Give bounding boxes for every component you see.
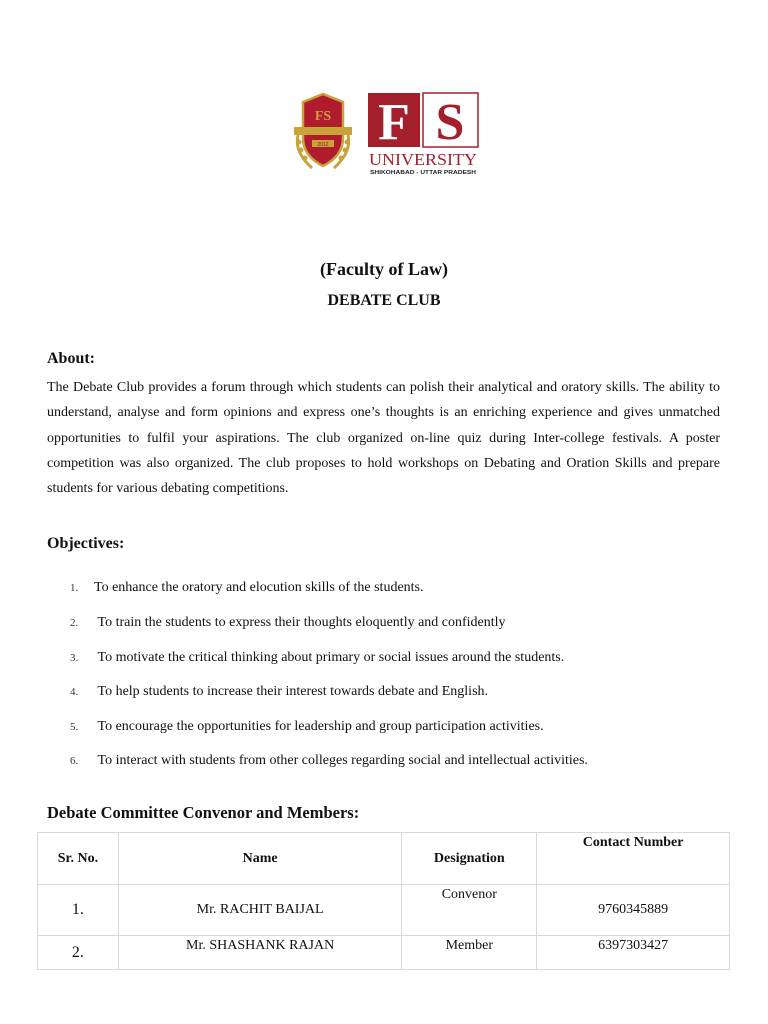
faculty-title: (Faculty of Law): [320, 259, 448, 279]
logo-wordmark: UNIVERSITY: [369, 150, 477, 169]
objective-text: To help students to increase their interest towards debate and English.: [97, 684, 489, 699]
letter-s: S: [435, 94, 465, 151]
cell-contact: 6397303427: [537, 936, 730, 970]
crest-letters: FS: [314, 109, 332, 124]
cell-sr-no: 2.: [38, 936, 119, 970]
objective-text: To encourage the opportunities for leadership and group participation activities.: [97, 719, 544, 734]
cell-designation: Member: [402, 936, 537, 970]
cell-name: Mr. RACHIT BAIJAL: [118, 885, 402, 936]
objective-number: 3.: [70, 652, 79, 664]
column-header-name: Name: [118, 833, 402, 885]
committee-heading: Debate Committee Convenor and Members:: [47, 803, 360, 822]
table-row: [38, 885, 730, 936]
objective-item: [70, 753, 588, 769]
cell-contact: 9760345889: [537, 885, 730, 936]
fs-university-logo: [290, 90, 480, 178]
objective-text: To enhance the oratory and elocution skills of the students.: [94, 580, 424, 595]
club-title: DEBATE CLUB: [327, 292, 441, 309]
objective-item: [70, 684, 488, 700]
crest-year: 2012: [317, 142, 329, 148]
objective-item: [70, 650, 564, 666]
objective-number: 5.: [70, 721, 79, 733]
objective-number: 2.: [70, 617, 79, 629]
objective-number: 4.: [70, 686, 79, 698]
objective-item: [70, 580, 424, 596]
crest-emblem: [294, 94, 352, 168]
logo-location: SHIKOHABAD - UTTAR PRADESH: [370, 170, 477, 176]
table-row: [38, 936, 730, 970]
committee-table: [37, 832, 730, 970]
about-heading: About:: [47, 350, 96, 367]
cell-sr-no: 1.: [38, 885, 119, 936]
objective-text: To interact with students from other colleges regarding social and intellectual activities.: [97, 753, 588, 768]
column-header-contact: Contact Number: [537, 833, 730, 885]
objective-item: [70, 719, 544, 735]
letter-f: F: [378, 94, 410, 151]
objective-number: 1.: [70, 582, 79, 594]
column-header-designation: Designation: [402, 833, 537, 885]
objective-text: To motivate the critical thinking about primary or social issues around the students.: [97, 650, 565, 665]
objective-text: To train the students to express their thoughts eloquently and confidently: [97, 615, 506, 630]
objective-item: [70, 615, 506, 631]
about-paragraph: The Debate Club provides a forum through which students can polish their analytical and oratory skills. The ability to understand, analyse and form opinions and express one’s thoughts is an enriching experience and gives unmatched opportunities to fulfil your aspirations. The club organized on-line quiz during Inter-college festivals. A poster competition was also organized. The club proposes to hold workshops on Debating and Oration Skills and prepare students for various debating competitions.: [47, 380, 720, 497]
objective-number: 6.: [70, 755, 79, 767]
column-header-sr-no: Sr. No.: [38, 833, 119, 885]
objectives-heading: Objectives:: [47, 535, 125, 552]
cell-name: Mr. SHASHANK RAJAN: [118, 936, 402, 970]
cell-designation: Convenor: [402, 885, 537, 936]
table-header-row: [38, 833, 730, 885]
